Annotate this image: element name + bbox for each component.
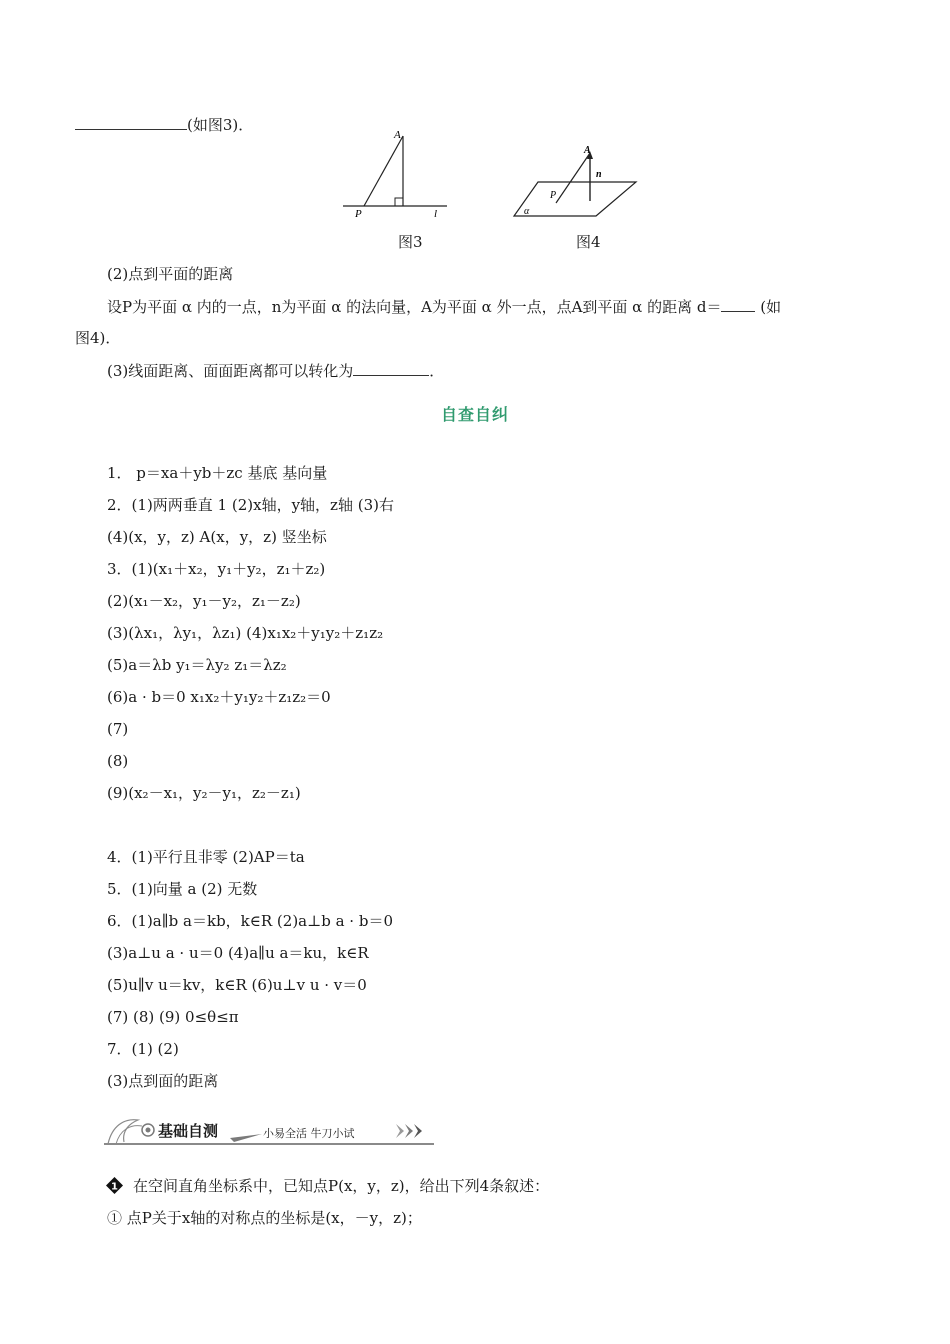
answer-line: (4)(x，y，z) A(x，y，z) 竖坐标	[107, 528, 327, 546]
answer-line: (6)a · b＝0 x₁x₂＋y₁y₂＋z₁z₂＝0	[107, 688, 331, 706]
point-plane-text	[107, 296, 781, 317]
question-number: 1	[111, 1181, 118, 1193]
answer-line: (7)	[107, 720, 129, 738]
point-plane-heading: (2)点到平面的距离	[107, 265, 234, 283]
answer-line: (9)(x₂－x₁，y₂－y₁，z₂－z₁)	[107, 784, 301, 802]
label-n: n	[596, 169, 602, 180]
oblique-segment	[364, 136, 403, 206]
answer-blank	[75, 114, 187, 130]
answer-blank	[721, 296, 755, 312]
line-plane-text-main: (3)线面距离、面面距离都可以转化为	[107, 362, 354, 380]
answer-line: (2)(x₁－x₂，y₁－y₂，z₁－z₂)	[107, 592, 301, 610]
answer-line: 2．(1)两两垂直 1 (2)x轴，y轴，z轴 (3)右	[107, 496, 394, 514]
line-plane-text	[107, 360, 444, 381]
section-title-self-check: 自查自纠	[440, 405, 509, 424]
answer-line: 6．(1)a∥b a＝kb，k∈R (2)a⊥b a · b＝0	[107, 912, 393, 930]
answer-line: (7) (8) (9) 0≤θ≤π	[107, 1008, 239, 1026]
answer-line: (5)u∥v u＝kv，k∈R (6)u⊥v u · v＝0	[107, 976, 367, 994]
figure-3-caption: 图3	[398, 233, 423, 251]
answer-line: 5．(1)向量 a (2) 无数	[107, 880, 258, 898]
answer-line: (3)点到面的距离	[107, 1072, 219, 1090]
label-alpha: α	[524, 206, 530, 217]
arrow-icon	[405, 1124, 413, 1138]
arrow-icon	[396, 1124, 404, 1138]
question-number-badge	[106, 1177, 123, 1194]
label-P: P	[355, 208, 362, 220]
label-A: A	[584, 145, 591, 156]
answer-line: (3)a⊥u a · u＝0 (4)a∥u a＝ku，k∈R	[107, 944, 369, 962]
label-l: l	[434, 208, 438, 220]
answer-line: (3)(λx₁，λy₁，λz₁) (4)x₁x₂＋y₁y₂＋z₁z₂	[107, 624, 384, 642]
answer-line: 4．(1)平行且非零 (2)AP＝ta	[107, 848, 305, 866]
banner-subtitle: 小易全活 牛刀小试	[263, 1127, 355, 1140]
point-plane-text-cont: 图4)．	[75, 329, 121, 347]
figure-4-caption: 图4	[576, 233, 601, 251]
question-1-text: 在空间直角坐标系中，已知点P(x，y，z)，给出下列4条叙述：	[133, 1177, 550, 1195]
answer-line: 1． p＝xa＋yb＋zc 基底 基向量	[107, 464, 328, 482]
line-plane-text-end: ．	[429, 362, 445, 380]
right-angle-mark	[395, 198, 403, 206]
question-1-item-1: ① 点P关于x轴的对称点的坐标是(x，－y，z)；	[107, 1209, 422, 1227]
figure-4	[508, 143, 638, 221]
answer-blank	[353, 360, 429, 376]
banner-title: 基础自测	[158, 1122, 219, 1140]
answer-line: 7．(1) (2)	[107, 1040, 179, 1058]
fig3-reference-line	[75, 114, 253, 135]
segment-PA	[556, 153, 590, 203]
figure-3	[340, 124, 452, 220]
label-A: A	[394, 129, 401, 141]
label-P: P	[550, 190, 557, 201]
answer-line: 3．(1)(x₁＋x₂，y₁＋y₂，z₁＋z₂)	[107, 560, 326, 578]
fig3-reference: (如图3)．	[187, 116, 254, 134]
arrow-icon	[414, 1124, 422, 1138]
point-plane-text-main: 设P为平面 α 内的一点，n为平面 α 的法向量，A为平面 α 外一点，点A到平面 α 的距离 d＝	[107, 298, 722, 316]
answer-line: (5)a＝λb y₁＝λy₂ z₁＝λz₂	[107, 656, 287, 674]
answer-line: (8)	[107, 752, 129, 770]
point-plane-ref: (如	[755, 298, 782, 316]
plane-alpha	[514, 182, 636, 216]
